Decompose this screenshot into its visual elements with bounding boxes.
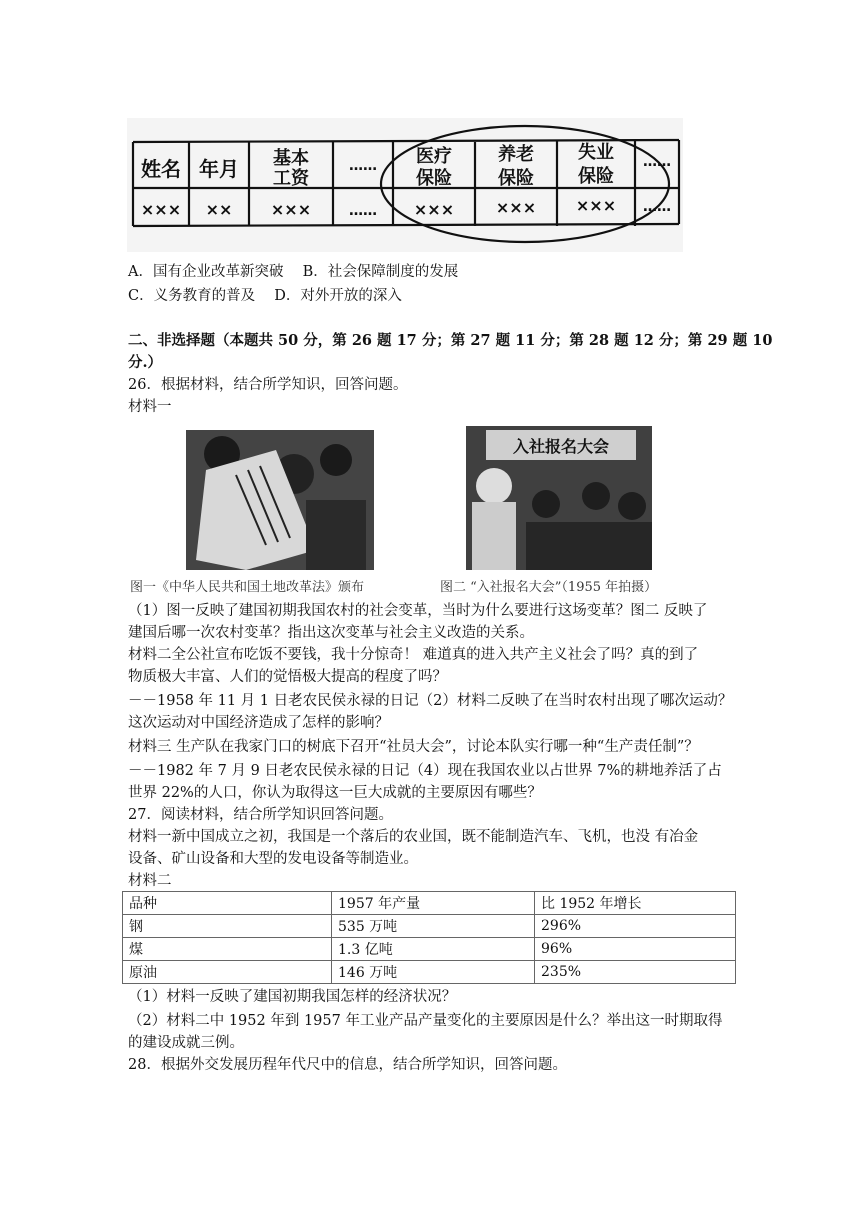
production-table (122, 891, 736, 984)
table-cell: 原油 (123, 961, 332, 984)
svg-text:保险: 保险 (578, 166, 614, 187)
svg-text:保险: 保险 (498, 168, 534, 189)
svg-text:基本: 基本 (273, 148, 309, 169)
table-header-cell: 品种 (123, 892, 332, 915)
table-cell: 96% (535, 938, 736, 961)
svg-text:工资: 工资 (273, 168, 309, 189)
form-header-yearmonth: 年月 (199, 157, 239, 181)
form-cell-yearmonth: ×× (205, 200, 233, 219)
q27-question-2-cont: 的建设成就三例。 (128, 1035, 244, 1051)
table-cell: 146 万吨 (332, 961, 535, 984)
svg-text:医疗: 医疗 (416, 146, 452, 167)
q26-line-2: 建国后哪一次农村变革？指出这次变革与社会主义改造的关系。 (128, 625, 534, 641)
option-line-ab: A．国有企业改革新突破 B．社会保障制度的发展 (128, 264, 459, 280)
q26-line-1: （1）图一反映了建国初期我国农村的社会变革，当时为什么要进行这场变革？图二 反映了 (128, 603, 708, 619)
q26-line-8: －－1982 年 7 月 9 日老农民侯永禄的日记（4）现在我国农业以占世界 7%的耕地养活了占 (128, 763, 722, 779)
cooperative-enrollment-photo (466, 426, 652, 570)
table-cell: 1.3 亿吨 (332, 938, 535, 961)
table-header-row (123, 892, 736, 915)
form-cell-medical: ××× (413, 200, 455, 219)
form-cell-salary: ××× (270, 200, 312, 219)
form-cell-pension: ××× (495, 198, 537, 217)
form-cell-ellipsis-2: …… (643, 199, 671, 215)
q27-material1: 材料一新中国成立之初，我国是一个落后的农业国，既不能制造汽车、飞机，也没 有冶金 (128, 829, 699, 845)
q27-question-2: （2）材料二中 1952 年到 1957 年工业产品产量变化的主要原因是什么？举出这一时期取得 (128, 1013, 723, 1029)
table-cell: 235% (535, 961, 736, 984)
q27-material2-label: 材料二 (128, 873, 172, 889)
land-reform-photo (186, 430, 374, 570)
form-cell-unemployment: ××× (575, 196, 617, 215)
table-cell: 535 万吨 (332, 915, 535, 938)
q26-stem: 26．根据材料，结合所学知识，回答问题。 (128, 377, 408, 393)
section-heading: 二、非选择题（本题共 50 分，第 26 题 17 分；第 27 题 11 分；第 28 题 12 分；第 29 题 10 (128, 332, 773, 349)
material1-label: 材料一 (128, 399, 172, 415)
table-cell: 钢 (123, 915, 332, 938)
q26-line-4: 物质极大丰富、人们的觉悟极大提高的程度了吗？ (128, 669, 447, 685)
q26-line-5: －－1958 年 11 月 1 日老农民侯永禄的日记（2）材料二反映了在当时农村出现了哪次运动？ (128, 693, 733, 709)
option-line-cd: C．义务教育的普及 D．对外开放的深入 (128, 288, 402, 304)
q26-line-9: 世界 22%的人口，你认为取得这一巨大成就的主要原因有哪些？ (128, 785, 542, 801)
q26-line-3: 材料二全公社宣布吃饭不要钱，我十分惊奇！ 难道真的进入共产主义社会了吗？真的到了 (128, 647, 699, 663)
svg-text:养老: 养老 (498, 144, 534, 165)
section-heading-cont: 分.） (128, 354, 163, 371)
photo2-caption: 图二 “入社报名大会”（1955 年拍摄） (440, 580, 658, 595)
svg-text:保险: 保险 (416, 168, 452, 189)
table-header-cell: 1957 年产量 (332, 892, 535, 915)
q26-line-6: 这次运动对中国经济造成了怎样的影响？ (128, 715, 389, 731)
insurance-form-table-image (127, 118, 683, 252)
q27-stem: 27．阅读材料，结合所学知识回答问题。 (128, 807, 393, 823)
q28-stem: 28．根据外交发展历程年代尺中的信息，结合所学知识，回答问题。 (128, 1057, 567, 1073)
form-cell-name: ××× (140, 200, 182, 219)
form-cell-ellipsis-1: …… (349, 203, 377, 219)
photo2-banner-text: 入社报名大会 (512, 437, 610, 456)
table-cell: 296% (535, 915, 736, 938)
svg-text:失业: 失业 (578, 142, 614, 163)
q26-line-7: 材料三 生产队在我家门口的树底下召开“社员大会”，讨论本队实行哪一种“生产责任制”？ (128, 739, 699, 755)
table-row (123, 938, 736, 961)
q27-material1-cont: 设备、矿山设备和大型的发电设备等制造业。 (128, 851, 418, 867)
table-row (123, 915, 736, 938)
table-row (123, 961, 736, 984)
form-header-name: 姓名 (141, 157, 181, 181)
photo1-caption: 图一《中华人民共和国土地改革法》颁布 (130, 580, 365, 595)
table-header-cell: 比 1952 年增长 (535, 892, 736, 915)
form-header-ellipsis-1: …… (349, 158, 377, 174)
form-header-ellipsis-2: …… (643, 154, 671, 170)
table-cell: 煤 (123, 938, 332, 961)
q27-question-1: （1）材料一反映了建国初期我国怎样的经济状况？ (128, 989, 457, 1005)
